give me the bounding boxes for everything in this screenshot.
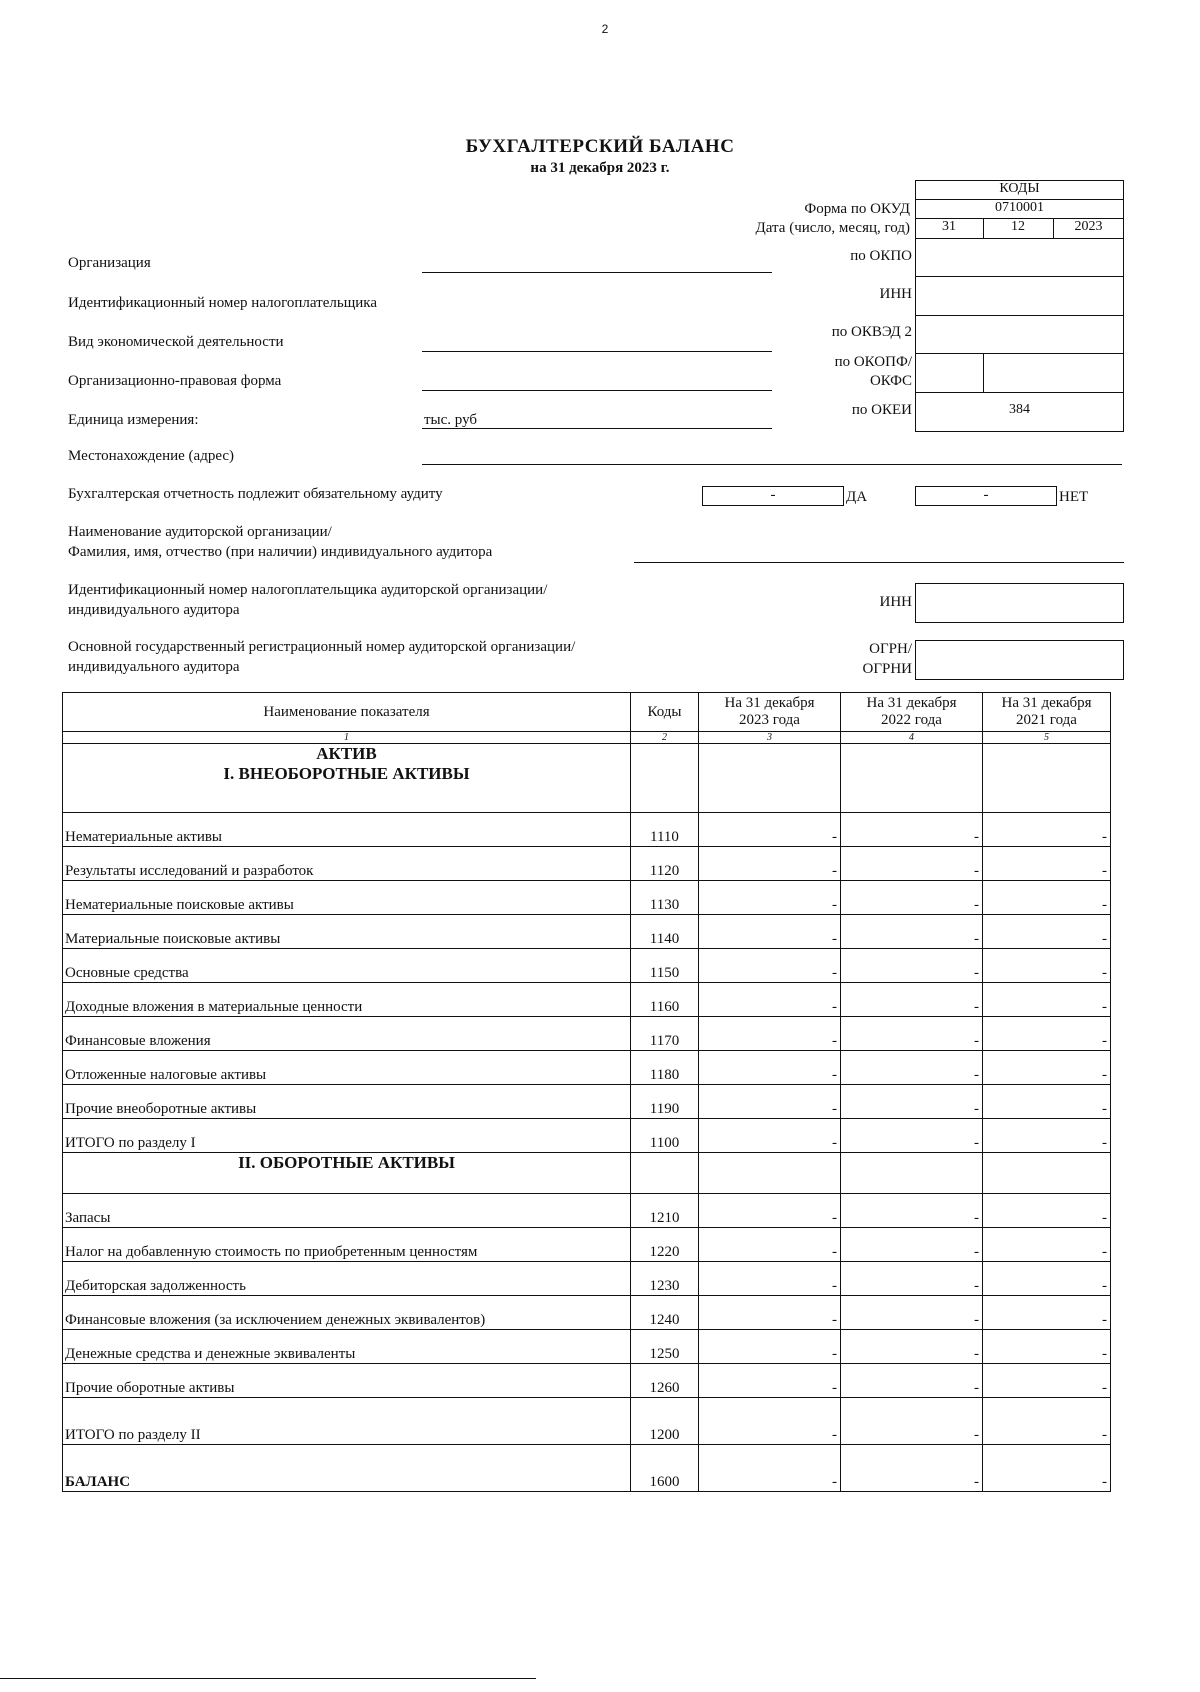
value-2022: - <box>841 1364 983 1398</box>
row-name: Основные средства <box>63 949 631 983</box>
address-line <box>422 464 1122 465</box>
auditor-ogrn-code-label-1: ОГРН/ <box>869 641 912 657</box>
legal-form-line <box>422 390 772 391</box>
table-row <box>63 1194 1111 1228</box>
table-row <box>63 1085 1111 1119</box>
row-name: Финансовые вложения (за исключением денежных эквивалентов) <box>63 1296 631 1330</box>
value-2021: - <box>983 1445 1111 1492</box>
value-2023: - <box>699 1398 841 1445</box>
auditor-name-line <box>634 562 1124 563</box>
col-number: 3 <box>699 732 841 744</box>
auditor-inn-code-label: ИНН <box>879 594 912 610</box>
auditor-name-label-1: Наименование аудиторской организации/ <box>68 524 332 540</box>
row-code: 1240 <box>631 1296 699 1330</box>
value-2022: - <box>841 1085 983 1119</box>
row-name: Прочие оборотные активы <box>63 1364 631 1398</box>
empty-cell <box>699 744 841 813</box>
row-code: 1190 <box>631 1085 699 1119</box>
value-2022: - <box>841 949 983 983</box>
value-2021: - <box>983 1194 1111 1228</box>
unit-value: тыс. руб <box>424 412 478 428</box>
col-number: 4 <box>841 732 983 744</box>
date-day: 31 <box>942 219 956 234</box>
value-2021: - <box>983 1364 1111 1398</box>
row-name: Денежные средства и денежные эквиваленты <box>63 1330 631 1364</box>
organization-line <box>422 272 772 273</box>
row-name: Материальные поисковые активы <box>63 915 631 949</box>
table-row <box>63 881 1111 915</box>
row-name: Запасы <box>63 1194 631 1228</box>
table-row <box>63 949 1111 983</box>
value-2023: - <box>699 1051 841 1085</box>
okud-value: 0710001 <box>995 200 1044 215</box>
okopf-label-2: ОКФС <box>869 373 912 389</box>
empty-cell <box>841 1153 983 1194</box>
col-number: 2 <box>631 732 699 744</box>
auditor-ogrn-label-1: Основной государственный регистрационный номер аудиторской организации/ <box>68 639 576 655</box>
value-2022: - <box>841 813 983 847</box>
row-name: Отложенные налоговые активы <box>63 1051 631 1085</box>
row-code: 1220 <box>631 1228 699 1262</box>
auditor-inn-label-2: индивидуального аудитора <box>68 602 240 618</box>
value-2021: - <box>983 983 1111 1017</box>
table-row <box>63 1051 1111 1085</box>
row-name: ИТОГО по разделу I <box>63 1119 631 1153</box>
value-2023: - <box>699 1445 841 1492</box>
value-2022: - <box>841 1051 983 1085</box>
header-2021: На 31 декабря 2021 года <box>983 693 1111 732</box>
balance-table <box>62 692 1111 1492</box>
audit-no-box[interactable]: - <box>915 486 1057 506</box>
codes-header: КОДЫ <box>999 181 1040 196</box>
table-row <box>63 983 1111 1017</box>
row-name: Нематериальные активы <box>63 813 631 847</box>
row-name: Прочие внеоборотные активы <box>63 1085 631 1119</box>
footnote-rule <box>0 1678 536 1679</box>
empty-cell <box>983 744 1111 813</box>
row-name: Результаты исследований и разработок <box>63 847 631 881</box>
row-name: ИТОГО по разделу II <box>63 1398 631 1445</box>
table-row <box>63 1119 1111 1153</box>
unit-line <box>422 428 772 429</box>
okopf-label-1: по ОКОПФ/ <box>834 354 912 370</box>
audit-yes-box[interactable]: - <box>702 486 844 506</box>
row-code: 1150 <box>631 949 699 983</box>
auditor-inn-label-1: Идентификационный номер налогоплательщика аудиторской организации/ <box>68 582 548 598</box>
row-name: БАЛАНС <box>63 1445 631 1492</box>
inn-label: Идентификационный номер налогоплательщика <box>68 295 378 311</box>
row-code: 1200 <box>631 1398 699 1445</box>
value-2023: - <box>699 1330 841 1364</box>
organization-label: Организация <box>68 255 151 271</box>
value-2022: - <box>841 881 983 915</box>
table-row <box>63 813 1111 847</box>
value-2022: - <box>841 1296 983 1330</box>
page-title: БУХГАЛТЕРСКИЙ БАЛАНС <box>465 136 735 157</box>
value-2022: - <box>841 1445 983 1492</box>
value-2023: - <box>699 881 841 915</box>
row-code: 1170 <box>631 1017 699 1051</box>
section-title: I. ВНЕОБОРОТНЫЕ АКТИВЫ <box>223 764 470 783</box>
row-code: 1230 <box>631 1262 699 1296</box>
section-title: II. ОБОРОТНЫЕ АКТИВЫ <box>238 1153 455 1172</box>
value-2023: - <box>699 983 841 1017</box>
table-row <box>63 1330 1111 1364</box>
value-2021: - <box>983 1017 1111 1051</box>
empty-cell <box>699 1153 841 1194</box>
audit-label: Бухгалтерская отчетность подлежит обязательному аудиту <box>68 486 443 502</box>
row-code: 1100 <box>631 1119 699 1153</box>
activity-label: Вид экономической деятельности <box>68 334 284 350</box>
value-2021: - <box>983 1085 1111 1119</box>
auditor-ogrn-code-label-2: ОГРНИ <box>862 661 912 677</box>
page-subtitle: на 31 декабря 2023 г. <box>530 160 670 176</box>
value-2023: - <box>699 1228 841 1262</box>
table-row <box>63 1296 1111 1330</box>
row-code: 1110 <box>631 813 699 847</box>
empty-cell <box>983 1153 1111 1194</box>
value-2021: - <box>983 813 1111 847</box>
col-number: 5 <box>983 732 1111 744</box>
table-row <box>63 1017 1111 1051</box>
value-2022: - <box>841 983 983 1017</box>
header-name: Наименование показателя <box>63 693 631 732</box>
value-2023: - <box>699 1296 841 1330</box>
auditor-name-label-2: Фамилия, имя, отчество (при наличии) индивидуального аудитора <box>68 544 493 560</box>
date-month: 12 <box>1011 219 1025 234</box>
value-2023: - <box>699 1085 841 1119</box>
value-2021: - <box>983 915 1111 949</box>
unit-label: Единица измерения: <box>68 412 199 428</box>
okei-value: 384 <box>1009 402 1030 417</box>
column-number-row <box>63 732 1111 744</box>
value-2022: - <box>841 1119 983 1153</box>
row-code: 1160 <box>631 983 699 1017</box>
codes-inn-label: ИНН <box>879 286 912 302</box>
row-name: Нематериальные поисковые активы <box>63 881 631 915</box>
row-code: 1180 <box>631 1051 699 1085</box>
header-2022: На 31 декабря 2022 года <box>841 693 983 732</box>
okpo-label: по ОКПО <box>850 248 912 264</box>
header-2023: На 31 декабря 2023 года <box>699 693 841 732</box>
value-2021: - <box>983 1398 1111 1445</box>
address-label: Местонахождение (адрес) <box>68 448 235 464</box>
date-year: 2023 <box>1074 219 1103 234</box>
value-2022: - <box>841 1398 983 1445</box>
okud-label: Форма по ОКУД <box>804 201 910 217</box>
value-2023: - <box>699 847 841 881</box>
value-2023: - <box>699 1119 841 1153</box>
table-row <box>63 1364 1111 1398</box>
value-2022: - <box>841 847 983 881</box>
value-2023: - <box>699 949 841 983</box>
empty-cell <box>631 1153 699 1194</box>
empty-cell <box>841 744 983 813</box>
value-2023: - <box>699 1194 841 1228</box>
value-2023: - <box>699 915 841 949</box>
section-heading <box>63 744 631 813</box>
value-2022: - <box>841 1017 983 1051</box>
value-2021: - <box>983 1330 1111 1364</box>
value-2021: - <box>983 1262 1111 1296</box>
row-code: 1600 <box>631 1445 699 1492</box>
value-2022: - <box>841 1228 983 1262</box>
table-row <box>63 1262 1111 1296</box>
okei-label: по ОКЕИ <box>851 402 912 418</box>
value-2021: - <box>983 881 1111 915</box>
table-row <box>63 847 1111 881</box>
value-2021: - <box>983 949 1111 983</box>
audit-yes-label: ДА <box>846 489 868 505</box>
page-number: 2 <box>601 22 609 36</box>
row-name: Дебиторская задолженность <box>63 1262 631 1296</box>
row-code: 1120 <box>631 847 699 881</box>
table-row <box>63 1445 1111 1492</box>
row-code: 1260 <box>631 1364 699 1398</box>
value-2022: - <box>841 1194 983 1228</box>
legal-form-label: Организационно-правовая форма <box>68 373 282 389</box>
auditor-inn-box[interactable] <box>915 583 1124 623</box>
table-row <box>63 915 1111 949</box>
audit-no-label: НЕТ <box>1059 489 1089 505</box>
empty-cell <box>631 744 699 813</box>
row-code: 1250 <box>631 1330 699 1364</box>
value-2021: - <box>983 1119 1111 1153</box>
header-code: Коды <box>631 693 699 732</box>
value-2022: - <box>841 1262 983 1296</box>
value-2021: - <box>983 1228 1111 1262</box>
value-2022: - <box>841 915 983 949</box>
table-row <box>63 1398 1111 1445</box>
value-2021: - <box>983 847 1111 881</box>
row-code: 1130 <box>631 881 699 915</box>
section-heading <box>63 1153 631 1194</box>
value-2023: - <box>699 813 841 847</box>
okved-label: по ОКВЭД 2 <box>831 324 912 340</box>
value-2023: - <box>699 1017 841 1051</box>
table-header-row <box>63 693 1111 732</box>
value-2023: - <box>699 1364 841 1398</box>
auditor-ogrn-box[interactable] <box>915 640 1124 680</box>
row-name: Финансовые вложения <box>63 1017 631 1051</box>
table-row <box>63 1228 1111 1262</box>
row-code: 1210 <box>631 1194 699 1228</box>
date-label: Дата (число, месяц, год) <box>755 220 910 236</box>
section-title: АКТИВ <box>316 744 377 763</box>
auditor-ogrn-label-2: индивидуального аудитора <box>68 659 240 675</box>
value-2021: - <box>983 1051 1111 1085</box>
activity-line <box>422 351 772 352</box>
section-2-heading-row <box>63 1153 1111 1194</box>
row-name: Доходные вложения в материальные ценности <box>63 983 631 1017</box>
row-code: 1140 <box>631 915 699 949</box>
value-2021: - <box>983 1296 1111 1330</box>
row-name: Налог на добавленную стоимость по приобретенным ценностям <box>63 1228 631 1262</box>
value-2023: - <box>699 1262 841 1296</box>
section-1-heading-row <box>63 744 1111 813</box>
value-2022: - <box>841 1330 983 1364</box>
col-number: 1 <box>63 732 631 744</box>
